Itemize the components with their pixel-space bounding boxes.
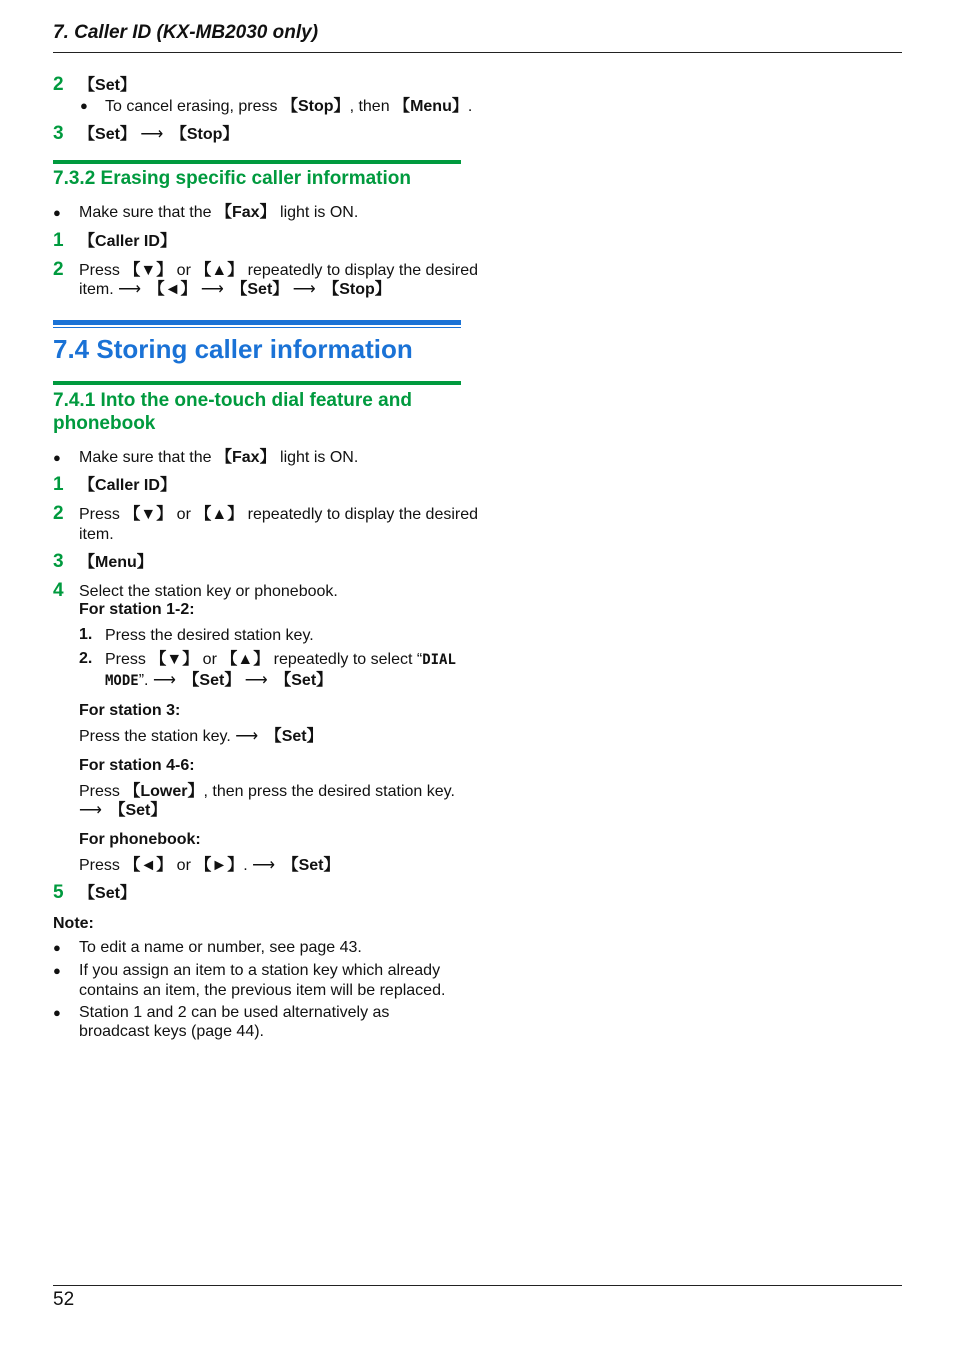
arrow-right-icon: ⟶	[235, 728, 259, 745]
arrow-right-icon: ⟶	[79, 802, 102, 819]
bullet-text: To cancel erasing, press 【Stop】, then 【Menu】.	[105, 98, 473, 115]
header-rule	[53, 52, 902, 53]
list-number: 1.	[79, 626, 93, 643]
footer-rule	[53, 1285, 902, 1286]
step-number: 1	[53, 230, 64, 251]
note-text: If you assign an item to a station key which already	[79, 962, 441, 979]
arrow-right-icon: ⟶	[252, 857, 276, 874]
arrow-right-icon: ⟶	[244, 672, 268, 689]
step-text: Press 【▼】 or 【▲】 repeatedly to display the desired	[79, 262, 479, 279]
bullet-text: Make sure that the 【Fax】 light is ON.	[79, 204, 359, 221]
step-text: Press 【◄】 or 【►】. ⟶ 【Set】	[79, 857, 340, 874]
bullet-text: Make sure that the 【Fax】 light is ON.	[79, 449, 359, 466]
page-number: 52	[53, 1289, 75, 1310]
note-text: Station 1 and 2 can be used alternatively as	[79, 1004, 390, 1021]
section-bar	[53, 381, 461, 385]
bullet-icon: ●	[53, 1005, 61, 1020]
page-header-title: 7. Caller ID (KX-MB2030 only)	[53, 22, 319, 43]
step-number: 2	[53, 503, 64, 524]
bullet-icon: ●	[53, 450, 61, 465]
arrow-right-icon: ⟶	[140, 126, 164, 143]
step-text: 【Set】	[79, 77, 136, 94]
step-number: 2	[53, 259, 64, 280]
step-number: 3	[53, 123, 64, 144]
section-bar-thin	[53, 327, 461, 328]
bullet-icon: ●	[53, 940, 61, 955]
section-bar	[53, 320, 461, 325]
step-number: 3	[53, 551, 64, 572]
step-text: Press 【Lower】, then press the desired station key.	[79, 783, 455, 800]
step-text: 【Set】	[79, 885, 136, 902]
bullet-icon: ●	[80, 98, 88, 113]
sub-label: For station 4-6:	[79, 757, 195, 774]
note-text: contains an item, the previous item will be replaced.	[79, 982, 446, 999]
section-title: 7.3.2 Erasing specific caller information	[53, 168, 411, 189]
step-text: 【Caller ID】	[79, 233, 176, 250]
arrow-right-icon: ⟶	[200, 281, 224, 298]
step-text: Press the station key. ⟶ 【Set】	[79, 728, 323, 745]
list-number: 2.	[79, 650, 93, 667]
section-bar	[53, 160, 461, 164]
step-number: 2	[53, 74, 64, 95]
list-item: Press the desired station key.	[105, 627, 314, 644]
sub-label: For station 1-2:	[79, 601, 195, 618]
list-item: Press 【▼】 or 【▲】 repeatedly to select “DIAL	[105, 651, 456, 668]
step-text: 【Set】 ⟶ 【Stop】	[79, 126, 239, 143]
bullet-icon: ●	[53, 205, 61, 220]
section-title: 7.4.1 Into the one-touch dial feature and phonebook	[53, 390, 412, 434]
step-number: 1	[53, 474, 64, 495]
arrow-right-icon: ⟶	[118, 281, 142, 298]
step-text-cont: item. ⟶ 【◄】 ⟶ 【Set】 ⟶ 【Stop】	[79, 281, 391, 298]
step-number: 5	[53, 882, 64, 903]
note-text: broadcast keys (page 44).	[79, 1023, 264, 1040]
chapter-section-title: 7.4 Storing caller information	[53, 334, 413, 364]
key-set: Set	[95, 77, 120, 94]
bullet-icon: ●	[53, 963, 61, 978]
step-number: 4	[53, 580, 64, 601]
sub-label: For station 3:	[79, 702, 181, 719]
step-text: Select the station key or phonebook.	[79, 583, 338, 600]
arrow-right-icon: ⟶	[152, 672, 176, 689]
note-label: Note:	[53, 915, 94, 932]
step-text: 【Menu】	[79, 554, 153, 571]
step-text: Press 【▼】 or 【▲】 repeatedly to display the desired	[79, 506, 479, 523]
arrow-right-icon: ⟶	[292, 281, 316, 298]
sub-label: For phonebook:	[79, 831, 201, 848]
list-item-cont: MODE”. ⟶ 【Set】 ⟶ 【Set】	[105, 672, 333, 689]
step-text-cont: ⟶ 【Set】	[79, 802, 167, 819]
note-text: To edit a name or number, see page 43.	[79, 939, 362, 956]
step-text-cont: item.	[79, 526, 114, 543]
step-text: 【Caller ID】	[79, 477, 176, 494]
